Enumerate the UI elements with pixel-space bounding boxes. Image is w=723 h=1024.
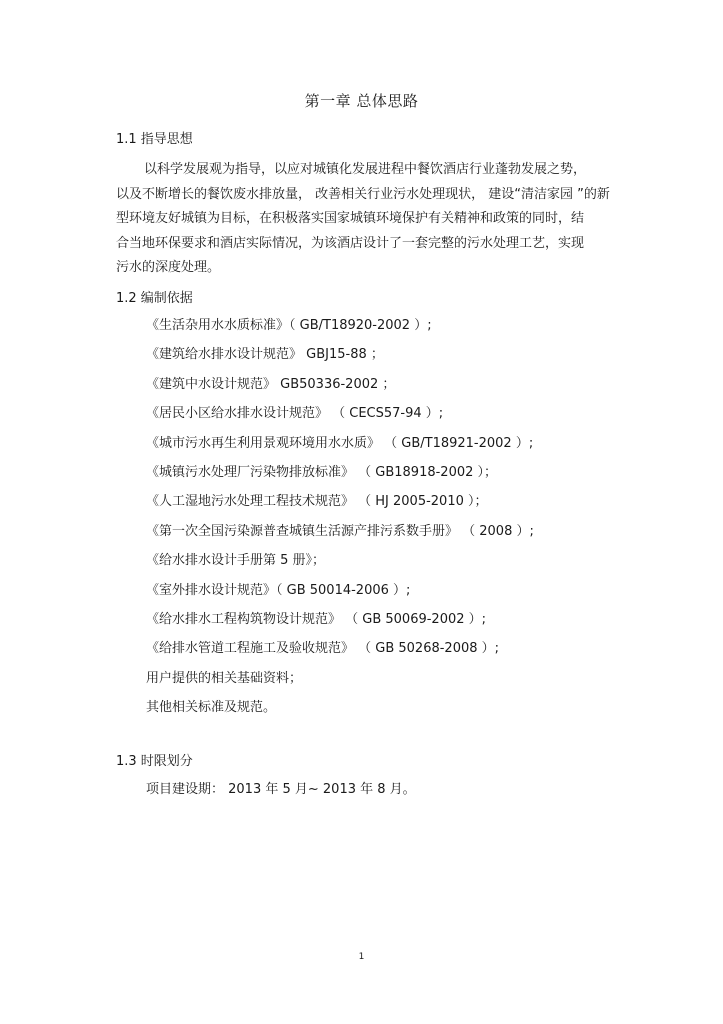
reference-item: 《生活杂用水水质标准》（ GB/T18920-2002 ）;	[146, 318, 432, 333]
paragraph-line: 以科学发展观为指导，以应对城镇化发展进程中餐饮酒店行业蓬勃发展之势，	[144, 162, 587, 177]
chapter-title: 第一章 总体思路	[304, 92, 419, 110]
reference-item: 《人工湿地污水处理工程技术规范》 （ HJ 2005-2010 ）；	[146, 494, 488, 510]
page-number: 1	[358, 952, 365, 962]
paragraph-line: 型环境友好城镇为目标，在积极落实国家城镇环境保护有关精神和政策的同时，结	[116, 211, 585, 226]
reference-list	[146, 316, 534, 727]
reference-item: 《室外排水设计规范》（ GB 50014-2006 ）;	[146, 582, 411, 598]
reference-item: 其他相关标准及规范。	[146, 700, 277, 716]
reference-item: 《城市污水再生利用景观环境用水水质》 （ GB/T18921-2002 ）;	[146, 435, 534, 451]
paragraph-line: 污水的深度处理。	[116, 260, 221, 275]
section-heading-1-3: 1.3 时限划分	[116, 754, 193, 769]
paragraph-line: 以及不断增长的餐饮废水排放量， 改善相关行业污水处理现状， 建设“清洁家园 ”的新	[116, 186, 610, 202]
reference-item: 《建筑中水设计规范》 GB50336-2002 ；	[146, 376, 396, 392]
reference-item: 《建筑给水排水设计规范》 GBJ15-88 ；	[146, 347, 384, 363]
reference-item: 《给水排水设计手册第 5 册》；	[146, 553, 326, 569]
construction-period-text: 项目建设期： 2013 年 5 月~ 2013 年 8 月。	[146, 782, 416, 797]
reference-item: 《第一次全国污染源普查城镇生活源产排污系数手册》 （ 2008 ）;	[146, 523, 534, 539]
reference-item: 《居民小区给水排水设计规范》 （ CECS57-94 ）;	[146, 406, 444, 422]
reference-item: 《给排水管道工程施工及验收规范》 （ GB 50268-2008 ）;	[146, 641, 500, 657]
reference-item: 《给水排水工程构筑物设计规范》 （ GB 50069-2002 ）;	[146, 611, 487, 627]
section-heading-1-2: 1.2 编制依据	[116, 291, 193, 306]
section-heading-1-1: 1.1 指导思想	[116, 132, 193, 147]
guiding-ideology-paragraph	[116, 158, 636, 281]
reference-item: 用户提供的相关基础资料；	[146, 670, 303, 686]
paragraph-line: 合当地环保要求和酒店实际情况，为该酒店设计了一套完整的污水处理工艺，实现	[116, 235, 585, 251]
reference-item: 《城镇污水处理厂污染物排放标准》 （ GB18918-2002 ）；	[146, 464, 498, 480]
